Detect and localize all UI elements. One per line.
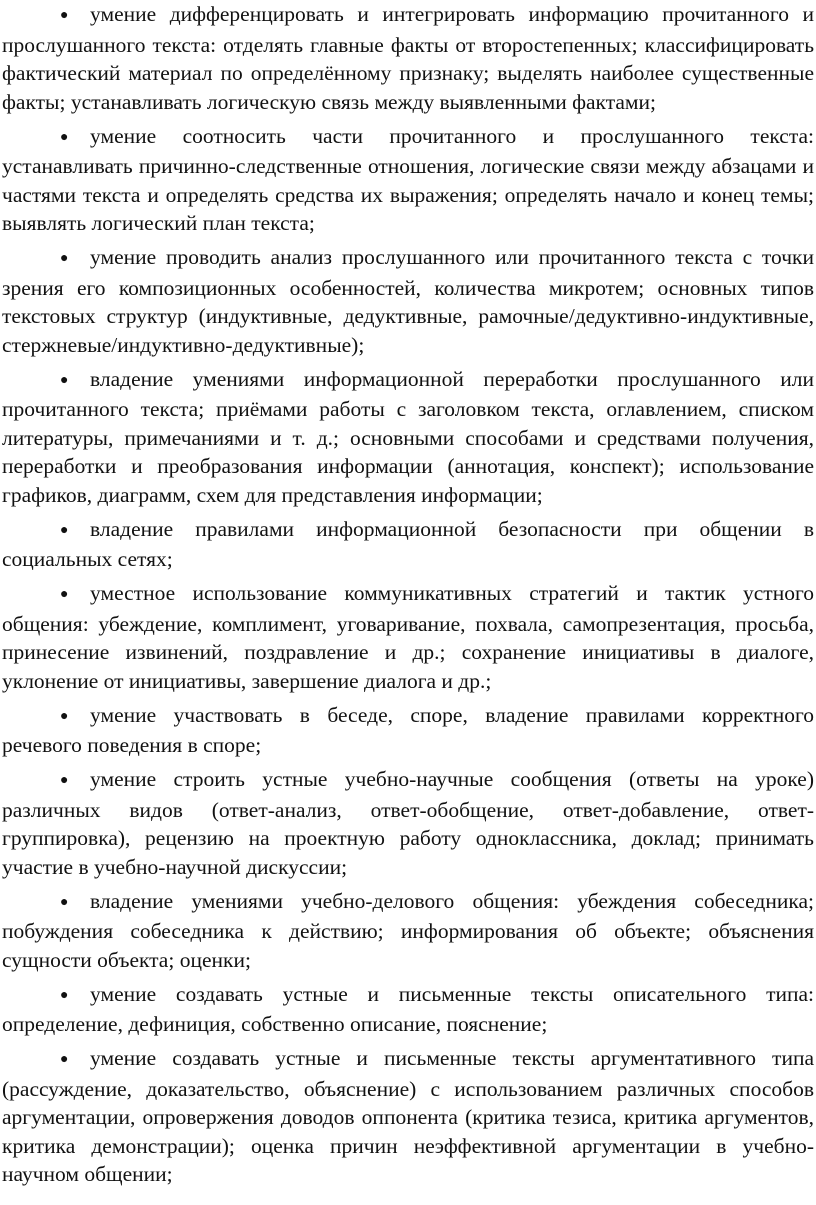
list-item-text: умение создавать устные и письменные тексты описательного типа: определение, дефиниция, собственно описание, пояснение; [2, 981, 814, 1037]
list-item [2, 365, 814, 510]
bullet-icon: ● [60, 8, 69, 23]
bullet-icon: ● [60, 372, 69, 388]
bullet-icon: ● [60, 773, 69, 789]
bullet-icon: ● [60, 1052, 69, 1068]
list-item-text: умение создавать устные и письменные тексты аргументативного типа (рассуждение, доказательство, объяснение) с использованием различных способов аргументации, опровержения доводов оппонента (критика тезиса, критика аргументов, критика демонстрации); оценка причин неэффективной аргументации в учебно-научном общении; [2, 1046, 814, 1187]
bullet-icon: ● [60, 587, 69, 603]
list-item [2, 515, 814, 574]
list-item [2, 701, 814, 760]
list-item [2, 765, 814, 881]
list-item-text: умение проводить анализ прослушанного или прочитанного текста с точки зрения его композиционных особенностей, количества микротем; основных типов текстовых структур (индуктивные, дедуктивные, рамочные/дедуктивно-индуктивные, стержневые/индуктивно-дедуктивные); [2, 245, 814, 357]
list-item-text: владение умениями учебно-делового общения: убеждения собеседника; побуждения собеседника к действию; информирования об объекте; объяснения сущности объекта; оценки; [2, 888, 814, 972]
list-item-text: владение правилами информационной безопасности при общении в социальных сетях; [2, 516, 814, 572]
bullet-icon: ● [60, 894, 69, 910]
list-item-text: уместное использование коммуникативных стратегий и тактик устного общения: убеждение, комплимент, уговаривание, похвала, самопрезентация, просьба, принесение извинений, поздравление и др.; сохранение инициативы в диалоге, уклонение от инициативы, завершение диалога и др.; [2, 581, 814, 693]
list-item [2, 0, 814, 116]
bullet-icon: ● [60, 708, 69, 724]
bullet-icon: ● [60, 987, 69, 1003]
list-item [2, 980, 814, 1039]
list-item-text: владение умениями информационной переработки прослушанного или прочитанного текста; приёмами работы с заголовком текста, оглавлением, списком литературы, примечаниями и т. д.; основными способами и средствами получения, переработки и преобразования информации (аннотация, конспект); использование графиков, диаграмм, схем для представления информации; [2, 366, 814, 508]
list-item [2, 579, 814, 695]
list-item [2, 122, 814, 238]
bullet-icon: ● [60, 251, 69, 267]
bullet-icon: ● [60, 129, 69, 145]
list-item-text: умение дифференцировать и интегрировать информацию прочитанного и прослушанного текста: отделять главные факты от второстепенных; классифицировать фактический материал по определённому признаку; выделять наиболее существенные факты; устанавливать логическую связь между выявленными фактами; [2, 2, 814, 114]
list-item-text: умение строить устные учебно-научные сообщения (ответы на уроке) различных видов (ответ-анализ, ответ-обобщение, ответ-добавление, ответ-группировка), рецензию на проектную работу одноклассника, доклад; принимать участие в учебно-научной дискуссии; [2, 767, 814, 879]
document-page [2, 0, 814, 1194]
bullet-icon: ● [60, 522, 69, 538]
list-item-text: умение соотносить части прочитанного и прослушанного текста: устанавливать причинно-следственные отношения, логические связи между абзацами и частями текста и определять средства их выражения; определять начало и конец темы; выявлять логический план текста; [2, 123, 814, 236]
list-item [2, 1044, 814, 1189]
list-item [2, 887, 814, 975]
list-item [2, 243, 814, 359]
list-item-text: умение участвовать в беседе, споре, владение правилами корректного речевого поведения в споре; [2, 702, 814, 758]
